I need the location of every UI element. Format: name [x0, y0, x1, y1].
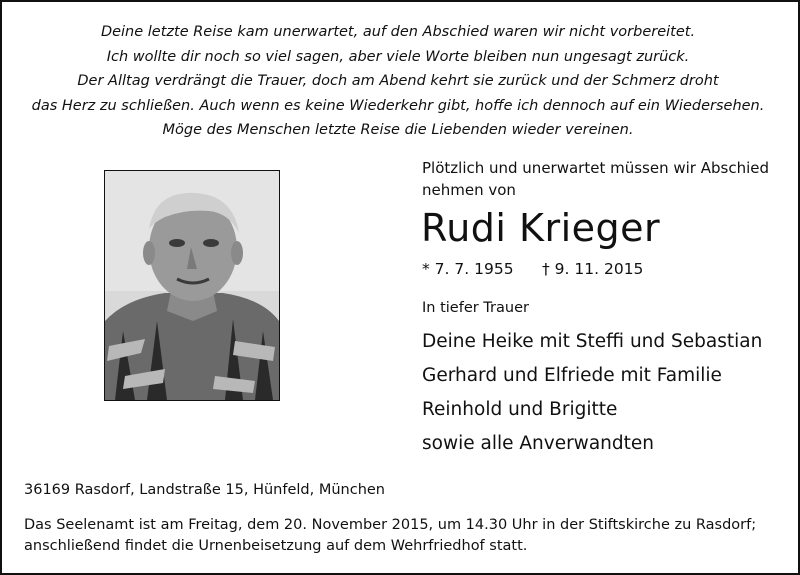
portrait-photo	[104, 170, 280, 401]
intro-text: Plötzlich und unerwartet müssen wir Abschied nehmen von	[422, 159, 769, 199]
address: 36169 Rasdorf, Landstraße 15, Hünfeld, München	[24, 482, 385, 498]
poem-line: Möge des Menschen letzte Reise die Liebenden wieder vereinen.	[162, 122, 634, 138]
deceased-name: Rudi Krieger	[421, 206, 661, 250]
life-dates	[422, 258, 643, 280]
poem-line: Deine letzte Reise kam unerwartet, auf den Abschied waren wir nicht vorbereitet.	[100, 24, 696, 40]
poem-line: Der Alltag verdrängt die Trauer, doch am Abend kehrt sie zurück und der Schmerz droht	[77, 73, 719, 89]
service-info	[24, 515, 776, 557]
mourner-line: Deine Heike mit Steffi und Sebastian	[422, 331, 763, 352]
poem	[0, 20, 796, 143]
death-date: † 9. 11. 2015	[542, 260, 644, 278]
mourner-line: Gerhard und Elfriede mit Familie	[422, 365, 722, 386]
service-line: anschließend findet die Urnenbeisetzung auf dem Wehrfriedhof statt.	[24, 538, 528, 554]
mourner-line: sowie alle Anverwandten	[422, 433, 654, 454]
mourner-line: Reinhold und Brigitte	[422, 399, 618, 420]
mourners-list	[422, 325, 762, 461]
mourning-label: In tiefer Trauer	[422, 300, 529, 316]
poem-line: das Herz zu schließen. Auch wenn es keine Wiederkehr gibt, hoffe ich dennoch auf ein Wiedersehen.	[31, 97, 765, 114]
birth-date: * 7. 7. 1955	[422, 260, 514, 278]
poem-line: Ich wollte dir noch so viel sagen, aber viele Worte bleiben nun ungesagt zurück.	[106, 48, 690, 65]
service-line: Das Seelenamt ist am Freitag, dem 20. November 2015, um 14.30 Uhr in der Stiftskirche zu Rasdorf;	[24, 517, 757, 533]
